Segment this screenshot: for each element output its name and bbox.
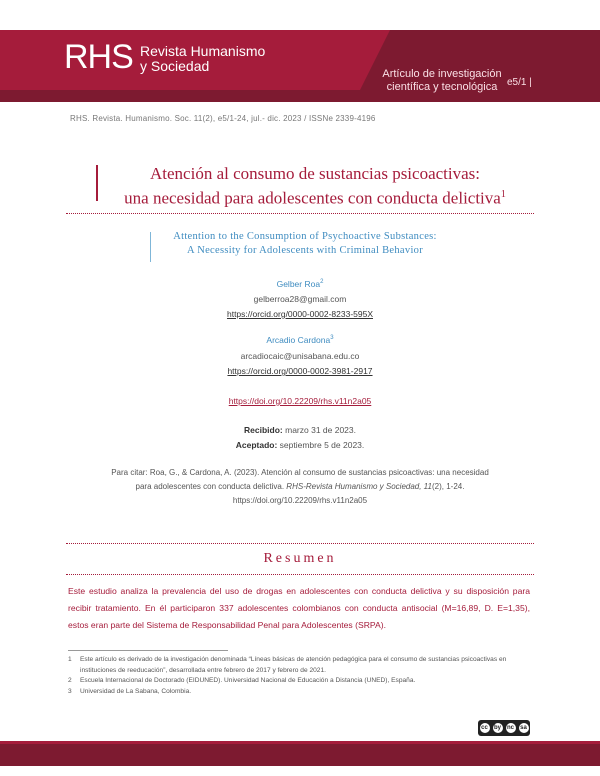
title-es-line2: una necesidad para adolescentes con conducta delictiva bbox=[124, 188, 501, 208]
abstract-divider-top bbox=[66, 543, 534, 544]
accepted-date: Aceptado: septiembre 5 de 2023. bbox=[235, 440, 365, 450]
doi-link[interactable]: https://doi.org/10.22209/rhs.v11n2a05 bbox=[228, 396, 372, 406]
author-2-email[interactable]: arcadiocaic@unisabana.edu.co bbox=[240, 351, 360, 361]
title-en-line1: Attention to the Consumption of Psychoactive Substances: bbox=[173, 231, 437, 242]
author-2-name: Arcadio Cardona$^3$ bbox=[266, 335, 334, 345]
cc-icon: cc bbox=[481, 725, 488, 731]
title-es-line1: Atención al consumo de sustancias psicoactivas: bbox=[150, 164, 480, 183]
author-1-name: Gelber Roa$^2$ bbox=[276, 279, 324, 289]
title-accent-bar bbox=[96, 165, 98, 201]
journal-logo: RHS bbox=[64, 38, 133, 76]
journal-name-line2: y Sociedad bbox=[140, 58, 210, 74]
abstract-heading: Resumen bbox=[263, 551, 337, 566]
author-1-email[interactable]: gelberroa28@gmail.com bbox=[253, 294, 347, 304]
sa-icon: sa bbox=[520, 725, 527, 731]
title-en-line2: A Necessity for Adolescents with Criminal Behavior bbox=[186, 245, 424, 256]
cite-line1: Para citar: Roa, G., & Cardona, A. (2023). Atención al consumo de sustancias psicoactivas: una necesidad bbox=[111, 468, 489, 477]
author-1-orcid-link[interactable]: https://orcid.org/0000-0002-8233-595X bbox=[226, 309, 373, 319]
abstract-divider-bottom bbox=[66, 574, 534, 575]
footnotes bbox=[68, 655, 538, 697]
creative-commons-license-icon[interactable] bbox=[478, 720, 530, 736]
top-margin bbox=[0, 0, 600, 30]
cite-as bbox=[90, 466, 510, 508]
abstract-text: Este estudio analiza la prevalencia del uso de drogas en adolescentes con conducta delictiva y su disposición para recibir tratamiento. En él participaron 337 adolescentes colombianos con conducta antisocial (M=16,89, D. E=1,35), estos eran parte del Sistema de Responsabilidad Penal para Adolescentes (SRPA). bbox=[68, 586, 530, 630]
cite-line2: para adolescentes con conducta delictiva. RHS-Revista Humanismo y Sociedad, 11(2), 1-24. bbox=[135, 482, 465, 491]
footnote-2: 2 Escuela Internacional de Doctorado (EIDUNED). Universidad Nacional de Educación a Distancia (UNED), España. bbox=[68, 677, 416, 684]
journal-name bbox=[140, 44, 265, 74]
footnote-rule bbox=[68, 650, 228, 651]
footer-bar bbox=[0, 744, 600, 766]
journal-citation: RHS. Revista. Humanismo. Soc. 11(2), e5/1-24, jul.- dic. 2023 / ISSNe 2339-4196 bbox=[70, 114, 376, 123]
article-title-en bbox=[150, 230, 460, 258]
received-date: Recibido: marzo 31 de 2023. bbox=[244, 425, 356, 435]
title-divider bbox=[66, 213, 534, 214]
article-number: e5/1 | bbox=[507, 77, 532, 88]
journal-name-line1: Revista Humanismo bbox=[140, 43, 266, 59]
nc-icon: nc bbox=[506, 725, 514, 731]
cite-doi[interactable]: https://doi.org/10.22209/rhs.v11n2a05 bbox=[232, 496, 368, 505]
by-icon: by bbox=[493, 725, 501, 731]
article-title-es bbox=[100, 163, 530, 209]
author-2-orcid-link[interactable]: https://orcid.org/0000-0002-3981-2917 bbox=[227, 366, 373, 376]
article-type: Artículo de investigación científica y tecnológica bbox=[382, 68, 502, 93]
footnote-1: 1 Este artículo es derivado de la investigación denominada “Líneas básicas de atención pedagógica para el consumo de sustancias psicoactivas en instituciones de reeducación”, desarrollada entre febrero de 2017 y febrero de 2021. bbox=[68, 656, 507, 674]
footnote-3: 3 Universidad de La Sabana, Colombia. bbox=[68, 687, 192, 695]
title-footnote-mark[interactable]: 1 bbox=[500, 189, 506, 200]
